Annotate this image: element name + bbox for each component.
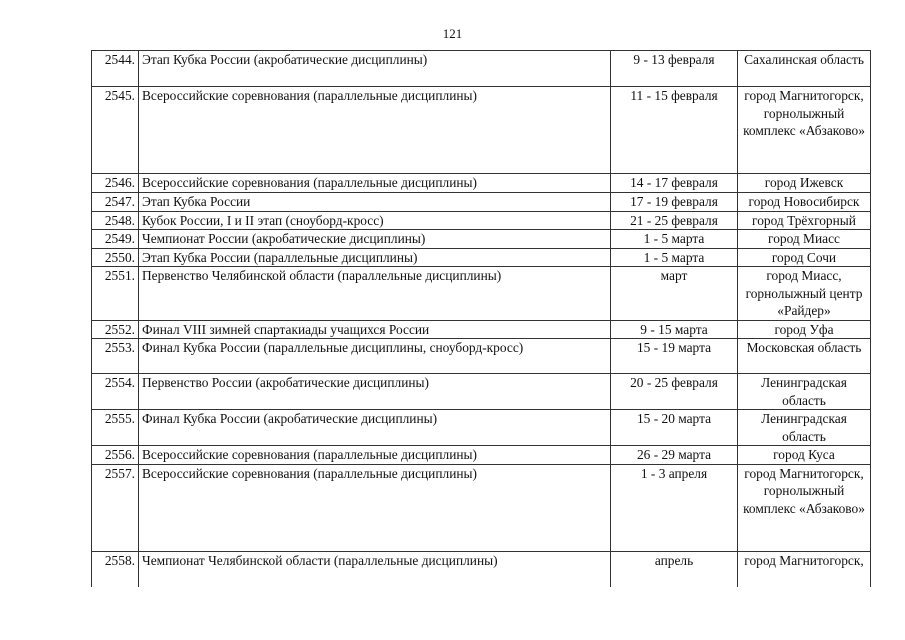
event-place: город Магнитогорск, горнолыжный комплекс «Абзаково»	[738, 464, 871, 551]
event-place: Московская область	[738, 339, 871, 374]
event-date: 1 - 5 марта	[611, 248, 738, 267]
event-date: 15 - 19 марта	[611, 339, 738, 374]
row-number: 2554.	[92, 374, 139, 410]
event-name: Всероссийские соревнования (параллельные дисциплины)	[139, 174, 611, 193]
event-place: город Уфа	[738, 320, 871, 339]
event-name: Всероссийские соревнования (параллельные дисциплины)	[139, 446, 611, 465]
event-date: 26 - 29 марта	[611, 446, 738, 465]
row-number: 2550.	[92, 248, 139, 267]
event-date: 9 - 15 марта	[611, 320, 738, 339]
table-row	[92, 464, 871, 551]
event-name: Первенство России (акробатические дисциплины)	[139, 374, 611, 410]
row-number: 2549.	[92, 230, 139, 249]
table-row	[92, 211, 871, 230]
event-date: 1 - 3 апреля	[611, 464, 738, 551]
event-name: Чемпионат России (акробатические дисциплины)	[139, 230, 611, 249]
event-place: Сахалинская область	[738, 51, 871, 87]
event-place: город Магнитогорск, горнолыжный комплекс «Абзаково»	[738, 87, 871, 174]
table-row	[92, 320, 871, 339]
event-name: Всероссийские соревнования (параллельные дисциплины)	[139, 464, 611, 551]
event-name: Кубок России, I и II этап (сноуборд-кросс)	[139, 211, 611, 230]
row-number: 2556.	[92, 446, 139, 465]
event-date: 9 - 13 февраля	[611, 51, 738, 87]
table-row	[92, 339, 871, 374]
event-date: 14 - 17 февраля	[611, 174, 738, 193]
event-date: март	[611, 267, 738, 321]
table-row	[92, 374, 871, 410]
table-row	[92, 230, 871, 249]
table-row	[92, 551, 871, 587]
table-row	[92, 410, 871, 446]
row-number: 2555.	[92, 410, 139, 446]
event-place: город Ижевск	[738, 174, 871, 193]
event-place: город Куса	[738, 446, 871, 465]
event-place: Ленинградская область	[738, 374, 871, 410]
event-place: город Новосибирск	[738, 193, 871, 212]
table-row	[92, 248, 871, 267]
event-date: 20 - 25 февраля	[611, 374, 738, 410]
event-date: 17 - 19 февраля	[611, 193, 738, 212]
row-number: 2544.	[92, 51, 139, 87]
row-number: 2558.	[92, 551, 139, 587]
event-place: город Миасс	[738, 230, 871, 249]
event-place: город Трёхгорный	[738, 211, 871, 230]
event-date: 21 - 25 февраля	[611, 211, 738, 230]
event-name: Этап Кубка России (акробатические дисциплины)	[139, 51, 611, 87]
event-date: апрель	[611, 551, 738, 587]
event-place: город Магнитогорск,	[738, 551, 871, 587]
event-name: Этап Кубка России (параллельные дисциплины)	[139, 248, 611, 267]
row-number: 2546.	[92, 174, 139, 193]
event-name: Финал Кубка России (акробатические дисциплины)	[139, 410, 611, 446]
event-name: Финал Кубка России (параллельные дисциплины, сноуборд-кросс)	[139, 339, 611, 374]
event-name: Этап Кубка России	[139, 193, 611, 212]
row-number: 2551.	[92, 267, 139, 321]
event-name: Финал VIII зимней спартакиады учащихся России	[139, 320, 611, 339]
events-table	[91, 50, 871, 587]
event-place: город Миасс, горнолыжный центр «Райдер»	[738, 267, 871, 321]
row-number: 2553.	[92, 339, 139, 374]
event-date: 11 - 15 февраля	[611, 87, 738, 174]
row-number: 2548.	[92, 211, 139, 230]
row-number: 2545.	[92, 87, 139, 174]
event-name: Чемпионат Челябинской области (параллельные дисциплины)	[139, 551, 611, 587]
event-date: 15 - 20 марта	[611, 410, 738, 446]
table-row	[92, 446, 871, 465]
event-date: 1 - 5 марта	[611, 230, 738, 249]
table-row	[92, 193, 871, 212]
event-name: Первенство Челябинской области (параллельные дисциплины)	[139, 267, 611, 321]
table-row	[92, 51, 871, 87]
table-row	[92, 174, 871, 193]
event-place: город Сочи	[738, 248, 871, 267]
table-row	[92, 87, 871, 174]
page-number: 121	[442, 26, 463, 41]
row-number: 2557.	[92, 464, 139, 551]
table-row	[92, 267, 871, 321]
row-number: 2552.	[92, 320, 139, 339]
event-place: Ленинградская область	[738, 410, 871, 446]
event-name: Всероссийские соревнования (параллельные дисциплины)	[139, 87, 611, 174]
row-number: 2547.	[92, 193, 139, 212]
